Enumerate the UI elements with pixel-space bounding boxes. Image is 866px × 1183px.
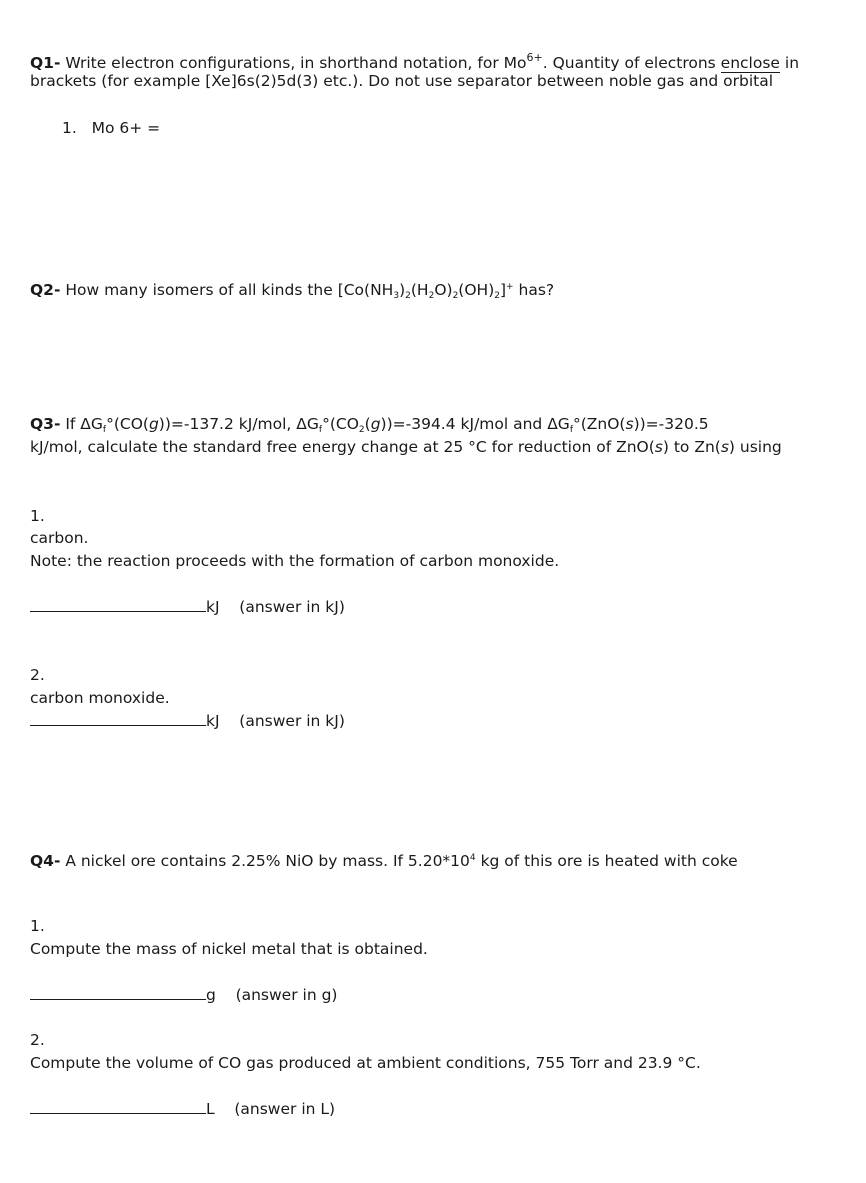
q2-text: (OH): [458, 281, 495, 299]
q3-text: ))=-320.5: [633, 415, 709, 433]
q3-text: ) to Zn(: [662, 438, 721, 456]
q3-part1-hint: (answer in kJ): [239, 598, 345, 616]
q4-part1-number: 1.: [30, 917, 45, 935]
q4-text: kg of this ore is heated with coke: [475, 852, 738, 870]
q3-italic: s: [654, 438, 663, 456]
q1-text: Write electron configurations, in shorthand notation, for Mo: [60, 54, 527, 72]
q1-label: Q1-: [30, 54, 61, 72]
q4-part1-hint: (answer in g): [235, 986, 338, 1004]
q2-subscript: 3: [393, 291, 400, 301]
q2-label: Q2-: [30, 281, 61, 299]
q3-line2: [30, 437, 782, 457]
q3-subscript: 2: [358, 425, 365, 435]
q2-text: O): [434, 281, 453, 299]
q3-part1-answer-blank[interactable]: [30, 597, 206, 612]
q3-text: °(CO: [322, 415, 359, 433]
q1-text: . Quantity of electrons: [542, 54, 721, 72]
q3-text: If ΔG: [60, 415, 103, 433]
q2-text: How many isomers of all kinds the [Co(NH: [60, 281, 394, 299]
q3-subscript: f: [102, 425, 107, 435]
q1-underlined-word: enclose: [720, 54, 780, 72]
q4-superscript: 4: [469, 853, 476, 863]
q3-part2-hint: (answer in kJ): [239, 712, 345, 730]
q2-subscript: 2: [428, 291, 435, 301]
q3-text: °(ZnO(: [572, 415, 626, 433]
q1-item-text: Mo 6+ =: [91, 119, 161, 137]
q3-part2-unit: kJ: [206, 712, 220, 730]
q4-part1-answer-blank[interactable]: [30, 985, 206, 1000]
q3-text: ))=-394.4 kJ/mol and ΔG: [380, 415, 570, 433]
q3-italic: g: [370, 415, 381, 433]
q2-text: (H: [410, 281, 429, 299]
q3-part2-number: 2.: [30, 666, 45, 684]
q3-italic: s: [720, 438, 729, 456]
q4-part2-number: 2.: [30, 1031, 45, 1049]
q3-text: kJ/mol, calculate the standard free energy change at 25 °C for reduction of ZnO(: [30, 438, 655, 456]
q1-item: [62, 118, 160, 138]
q4-part1-text: Compute the mass of nickel metal that is obtained.: [30, 940, 428, 958]
q4-part2-hint: (answer in L): [234, 1100, 336, 1118]
q3-italic: g: [148, 415, 159, 433]
q4-label: Q4-: [30, 852, 61, 870]
q2-text: ]: [499, 281, 507, 299]
q2-text: has?: [513, 281, 555, 299]
q4-question: [30, 848, 738, 871]
q2-question: [30, 277, 554, 306]
q3-part2-answer-blank[interactable]: [30, 711, 206, 726]
q3-text: ) using: [728, 438, 782, 456]
q1-line1: [30, 48, 799, 73]
q3-part1-note: Note: the reaction proceeds with the formation of carbon monoxide.: [30, 552, 560, 570]
q1-superscript: 6+: [526, 51, 543, 64]
q3-subscript: f: [318, 425, 323, 435]
q3-text: °(CO(: [106, 415, 149, 433]
q3-italic: s: [625, 415, 634, 433]
q4-text: A nickel ore contains 2.25% NiO by mass. If 5.20*10: [60, 852, 470, 870]
q4-part2-text: Compute the volume of CO gas produced at ambient conditions, 755 Torr and 23.9 °C.: [30, 1054, 701, 1072]
q3-part1-answer-row: [30, 597, 345, 617]
q3-part2-text: carbon monoxide.: [30, 689, 170, 707]
q3-part2-answer-row: [30, 711, 345, 731]
q3-subscript: f: [569, 425, 573, 435]
q4-part2-answer-row: [30, 1099, 335, 1119]
q2-superscript: +: [506, 282, 514, 292]
q2-text: ): [399, 281, 406, 299]
q1-line2: brackets (for example [Xe]6s(2)5d(3) etc.). Do not use separator between noble gas and orbital: [30, 72, 774, 90]
q2-subscript: 2: [452, 291, 459, 301]
q3-text: ))=-137.2 kJ/mol, ΔG: [158, 415, 319, 433]
q3-part1-unit: kJ: [206, 598, 220, 616]
q2-subscript: 2: [494, 291, 500, 301]
q2-subscript: 2: [405, 291, 411, 301]
q1-text: in: [779, 54, 800, 72]
q3-text: (: [364, 415, 371, 433]
q4-part2-unit: L: [206, 1100, 215, 1118]
q4-part1-answer-row: [30, 985, 337, 1005]
q3-part1-number: 1.: [30, 507, 45, 525]
q1-item-number: 1.: [62, 119, 77, 137]
q4-part2-answer-blank[interactable]: [30, 1099, 206, 1114]
q4-part1-unit: g: [206, 986, 216, 1004]
q3-part1-text: carbon.: [30, 529, 89, 547]
q3-label: Q3-: [30, 415, 61, 433]
